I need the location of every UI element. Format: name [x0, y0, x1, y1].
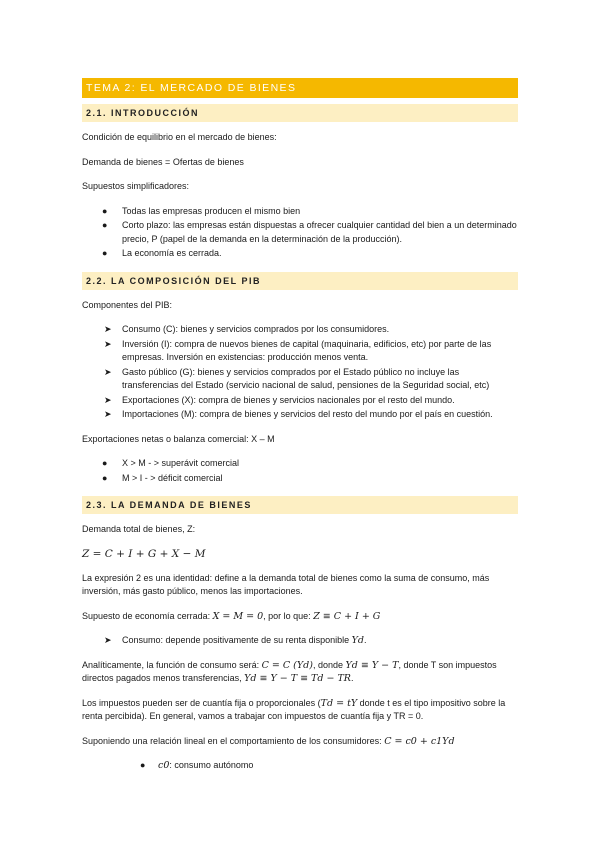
- arrow-bullet-icon: ➤: [104, 366, 112, 377]
- inline-math: Td = tY: [320, 697, 358, 709]
- paragraph: Condición de equilibrio en el mercado de bienes:: [82, 132, 277, 142]
- chapter-title: TEMA 2: EL MERCADO DE BIENES: [82, 78, 518, 98]
- arrow-bullet-icon: ➤: [104, 338, 112, 349]
- list-item: ➤ Importaciones (M): compra de bienes y servicios del resto del mundo por el país en cuestión.: [82, 408, 518, 422]
- arrow-bullet-icon: ➤: [104, 409, 112, 419]
- bullet-icon: ●: [102, 205, 108, 216]
- list-item: ● X > M - > superávit comercial: [82, 457, 518, 471]
- paragraph: Analíticamente, la función de consumo será: C = C (Yd), donde Yd ≡ Y − T, donde T son impuestos directos pagados menos transferencias, Yd ≡ Y − T ≡ Td − TR.: [82, 659, 497, 684]
- list-item: ● La economía es cerrada.: [82, 247, 518, 261]
- paragraph: Demanda de bienes = Ofertas de bienes: [82, 156, 244, 167]
- section-heading-composicion-pib: 2.2. LA COMPOSICIÓN DEL PIB: [82, 272, 518, 290]
- paragraph: Los impuestos pueden ser de cuantía fija o proporcionales (Td = tY donde t es el tipo impositivo sobre la renta percibida). En general, vamos a trabajar con impuestos de cuantía fija y TR = 0.: [82, 697, 506, 721]
- arrow-bullet-icon: ➤: [104, 394, 112, 405]
- list-item: ➤ Exportaciones (X): compra de bienes y servicios nacionales por el resto del mundo.: [82, 394, 518, 408]
- paragraph: Supuestos simplificadores:: [82, 181, 190, 191]
- arrow-bullet-icon: ➤: [104, 324, 112, 334]
- inline-math: c0: [158, 760, 170, 771]
- arrow-bullet-icon: ➤: [104, 635, 112, 645]
- arrow-list: [82, 634, 518, 648]
- list-item: ➤ Inversión (I): compra de nuevos bienes de capital (maquinaria, edificios, etc) por parte de las empresas. Inversión en existencias: producción menos venta.: [104, 338, 492, 362]
- inline-math: Yd: [351, 635, 365, 646]
- bullet-icon: ●: [102, 458, 108, 468]
- arrow-list: [82, 323, 518, 422]
- inline-math: Yd ≡ Y − T: [345, 659, 399, 671]
- section-heading-introduccion: 2.1. INTRODUCCIÓN: [82, 104, 518, 122]
- paragraph: Supuesto de economía cerrada: X = M = 0, por lo que: Z ≡ C + I + G: [82, 610, 381, 622]
- paragraph: Componentes del PIB:: [82, 299, 173, 310]
- document-page: [82, 78, 518, 784]
- list-item: ● Corto plazo: las empresas están dispuestas a ofrecer cualquier cantidad del bien a un determinado precio, P (papel de la demanda en la determinación de la producción).: [102, 220, 517, 244]
- bullet-icon: ●: [102, 248, 108, 258]
- list-item: ● M > I - > déficit comercial: [82, 472, 518, 486]
- inline-math: Yd ≡ Y − T ≡ Td − TR: [244, 673, 351, 684]
- paragraph: Demanda total de bienes, Z:: [82, 524, 196, 534]
- list-item: ➤ Consumo (C): bienes y servicios comprados por los consumidores.: [82, 323, 518, 337]
- paragraph: Suponiendo una relación lineal en el comportamiento de los consumidores: C = c0 + c1Yd: [82, 735, 455, 747]
- bullet-icon: ●: [140, 760, 146, 770]
- inline-math: C = C (Yd): [261, 659, 313, 671]
- bullet-list: [82, 759, 518, 773]
- inline-math: C = c0 + c1Yd: [384, 735, 455, 747]
- paragraph: Exportaciones netas o balanza comercial: X – M: [82, 433, 275, 444]
- equation: Z = C + I + G + X − M: [82, 547, 206, 560]
- bullet-icon: ●: [102, 220, 108, 230]
- inline-math: Z ≡ C + I + G: [313, 610, 381, 622]
- list-item: ➤ Consumo: depende positivamente de su renta disponible Yd.: [104, 635, 367, 646]
- bullet-list: [82, 457, 518, 485]
- section-heading-demanda-bienes: 2.3. LA DEMANDA DE BIENES: [82, 496, 518, 514]
- bullet-icon: ●: [102, 472, 108, 483]
- inline-math: X = M = 0: [212, 610, 264, 622]
- list-item: ● c0: consumo autónomo: [140, 760, 254, 771]
- bullet-list: [82, 205, 518, 261]
- paragraph: La expresión 2 es una identidad: define a la demanda total de bienes como la suma de consumo, más inversión, más gasto público, menos las importaciones.: [82, 572, 490, 596]
- list-item: ➤ Gasto público (G): bienes y servicios comprados por el Estado público no incluye las transferencias del Estado (servicio nacional de salud, pensiones de la Seguridad social, etc): [104, 366, 490, 390]
- list-item: ● Todas las empresas producen el mismo bien: [82, 205, 518, 219]
